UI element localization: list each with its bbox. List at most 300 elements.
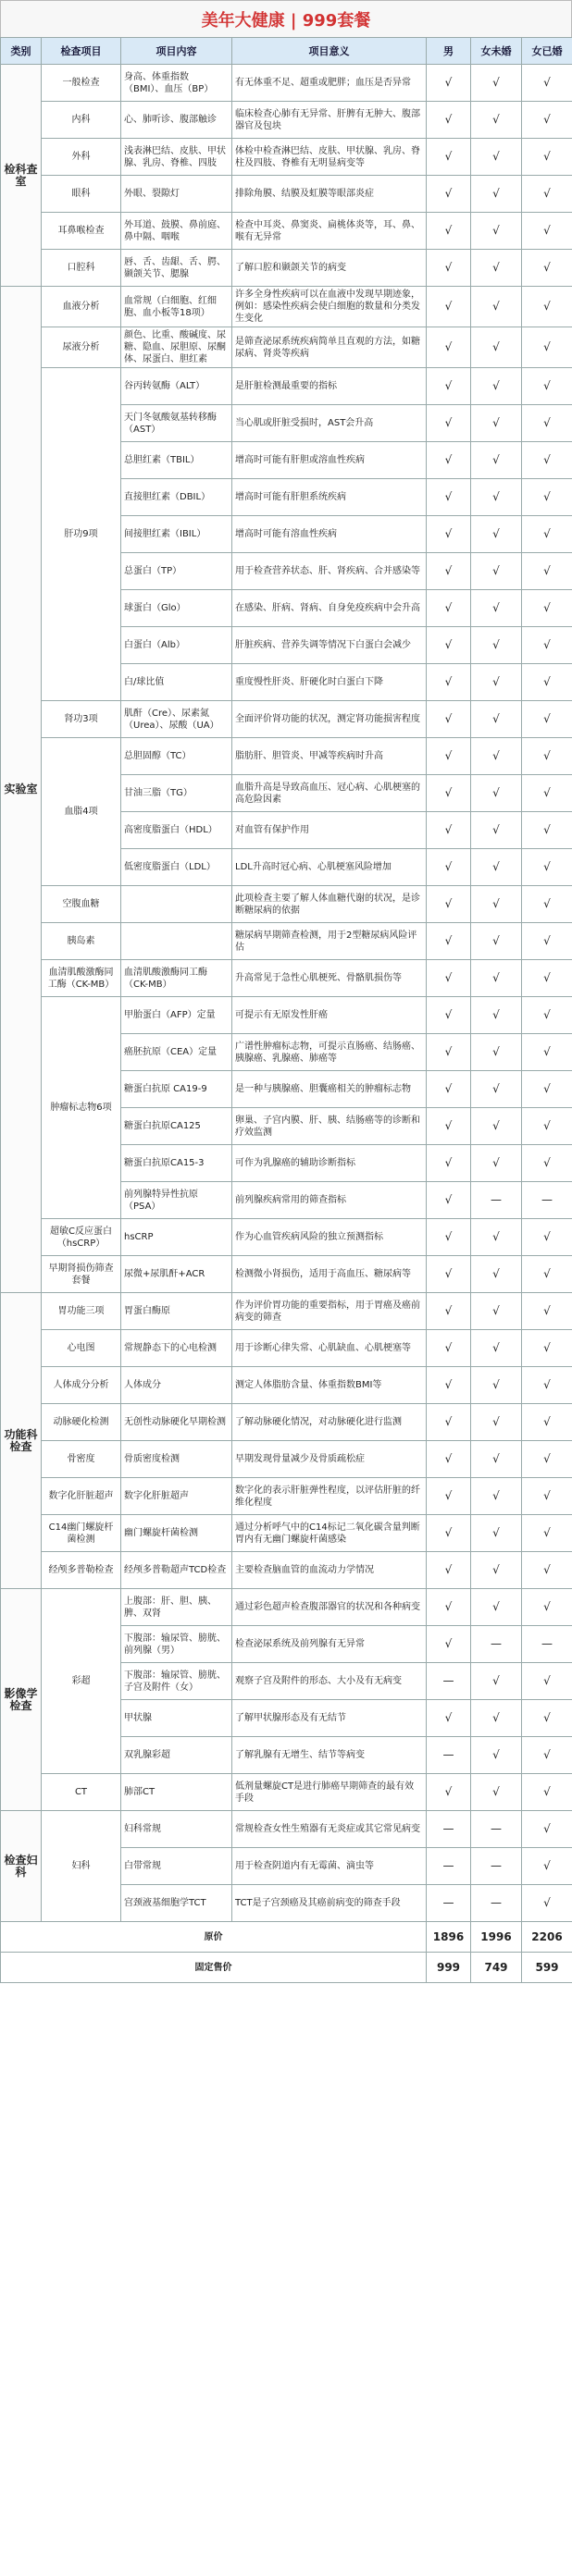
table-row [1,1515,572,1552]
female-unmarried-mark: √ [471,1256,522,1293]
content-cell: 糖蛋白抗原CA125 [121,1108,232,1145]
female-married-mark: √ [522,1811,572,1848]
item-cell: 血脂4项 [42,738,121,886]
female-married-mark: √ [522,139,572,176]
price-m: 999 [427,1953,471,1983]
item-cell: 彩超 [42,1589,121,1774]
female-married-mark: √ [522,886,572,923]
male-mark: √ [427,250,471,287]
female-married-mark: √ [522,849,572,886]
female-married-mark: √ [522,1737,572,1774]
male-mark: — [427,1663,471,1700]
female-unmarried-mark: √ [471,1145,522,1182]
female-unmarried-mark: — [471,1848,522,1885]
female-unmarried-mark: — [471,1626,522,1663]
female-married-mark: √ [522,1293,572,1330]
meaning-cell: 检测微小肾损伤，适用于高血压、糖尿病等 [232,1256,427,1293]
table-row [1,1404,572,1441]
content-cell: 幽门螺旋杆菌检测 [121,1515,232,1552]
male-mark: √ [427,553,471,590]
female-unmarried-mark: √ [471,664,522,701]
content-cell: 甲状腺 [121,1700,232,1737]
item-cell: 动脉硬化检测 [42,1404,121,1441]
female-married-mark: √ [522,738,572,775]
content-cell [121,886,232,923]
content-cell: 糖蛋白抗原CA15-3 [121,1145,232,1182]
female-married-mark: √ [522,1404,572,1441]
male-mark: √ [427,1367,471,1404]
male-mark: √ [427,102,471,139]
content-cell: 骨质密度检测 [121,1441,232,1478]
content-cell: 尿微+尿肌酐+ACR [121,1256,232,1293]
male-mark: √ [427,849,471,886]
content-cell: 身高、体重指数（BMI）、血压（BP） [121,65,232,102]
female-married-mark: √ [522,701,572,738]
meaning-cell: 重度慢性肝炎、肝硬化时白蛋白下降 [232,664,427,701]
female-married-mark: √ [522,997,572,1034]
female-married-mark: √ [522,65,572,102]
female-married-mark: √ [522,1552,572,1589]
table-row [1,1589,572,1626]
item-cell: C14幽门螺旋杆菌检测 [42,1515,121,1552]
content-cell: 双乳腺彩超 [121,1737,232,1774]
item-cell: 数字化肝脏超声 [42,1478,121,1515]
item-cell: 骨密度 [42,1441,121,1478]
female-married-mark: √ [522,176,572,213]
meaning-cell: 了解甲状腺形态及有无结节 [232,1700,427,1737]
item-cell: 妇科 [42,1811,121,1922]
content-cell: 经颅多普勒超声TCD检查 [121,1552,232,1589]
female-married-mark: √ [522,1256,572,1293]
male-mark: √ [427,1626,471,1663]
male-mark: √ [427,1589,471,1626]
content-cell: 白/球比值 [121,664,232,701]
item-cell: 胰岛素 [42,923,121,960]
content-cell: 下腹部：输尿管、膀胱、前列腺（男） [121,1626,232,1663]
item-cell: 经颅多普勒检查 [42,1552,121,1589]
meaning-cell: 体检中检查淋巴结、皮肤、甲状腺、乳房、脊柱及四肢、脊椎有无明显病变等 [232,139,427,176]
male-mark: √ [427,479,471,516]
meaning-cell: 肝脏疾病、营养失调等情况下白蛋白会减少 [232,627,427,664]
meaning-cell: 对血管有保护作用 [232,812,427,849]
meaning-cell: 常规检查女性生殖器有无炎症或其它常见病变 [232,1811,427,1848]
content-cell: 常规静态下的心电检测 [121,1330,232,1367]
item-cell: 内科 [42,102,121,139]
page-title: 美年大健康 | 999套餐 [0,0,572,37]
female-unmarried-mark: √ [471,590,522,627]
male-mark: √ [427,1700,471,1737]
content-cell: 颜色、比重、酸碱度、尿糖、隐血、尿胆原、尿酮体、尿蛋白、胆红素 [121,327,232,368]
category-cell: 影像学检查 [1,1589,42,1811]
meaning-cell: 糖尿病早期筛查检测，用于2型糖尿病风险评估 [232,923,427,960]
male-mark: √ [427,442,471,479]
female-married-mark: √ [522,1441,572,1478]
category-cell: 检查妇科 [1,1811,42,1922]
meaning-cell: 有无体重不足、超重或肥胖；血压是否异常 [232,65,427,102]
content-cell [121,923,232,960]
male-mark: — [427,1811,471,1848]
female-unmarried-mark: √ [471,1071,522,1108]
content-cell: 低密度脂蛋白（LDL） [121,849,232,886]
table-row [1,1478,572,1515]
female-unmarried-mark: √ [471,923,522,960]
table-row [1,1441,572,1478]
meaning-cell: 增高时可能有肝胆或溶血性疾病 [232,442,427,479]
meaning-cell: TCT是子宫颈癌及其癌前病变的筛查手段 [232,1885,427,1922]
meaning-cell: 增高时可能有溶血性疾病 [232,516,427,553]
male-mark: √ [427,1145,471,1182]
table-row [1,176,572,213]
table-row [1,327,572,368]
meaning-cell: 当心肌或肝脏受损时，AST会升高 [232,405,427,442]
header-content: 项目内容 [121,38,232,65]
male-mark: √ [427,516,471,553]
item-cell: 眼科 [42,176,121,213]
female-married-mark: √ [522,590,572,627]
female-married-mark: √ [522,553,572,590]
female-unmarried-mark: — [471,1811,522,1848]
female-unmarried-mark: √ [471,553,522,590]
table-row [1,923,572,960]
content-cell: 血清肌酸激酶同工酶（CK-MB） [121,960,232,997]
meaning-cell: 了解口腔和颞颌关节的病变 [232,250,427,287]
female-married-mark: — [522,1626,572,1663]
meaning-cell: 检查泌尿系统及前列腺有无异常 [232,1626,427,1663]
male-mark: √ [427,368,471,405]
female-married-mark: √ [522,1885,572,1922]
table-row [1,368,572,405]
item-cell: 超敏C反应蛋白（hsCRP） [42,1219,121,1256]
meaning-cell: 了解动脉硬化情况，对动脉硬化进行监测 [232,1404,427,1441]
female-married-mark: √ [522,1774,572,1811]
female-married-mark: √ [522,960,572,997]
table-row [1,1552,572,1589]
table-row [1,1367,572,1404]
male-mark: √ [427,886,471,923]
meaning-cell: 作为心血管疾病风险的独立预测指标 [232,1219,427,1256]
male-mark: √ [427,1108,471,1145]
female-married-mark: √ [522,1145,572,1182]
table-row [1,1219,572,1256]
category-cell: 功能科检查 [1,1293,42,1589]
female-unmarried-mark: √ [471,849,522,886]
male-mark: √ [427,405,471,442]
content-cell: 下腹部：输尿管、膀胱、子宫及附件（女） [121,1663,232,1700]
meaning-cell: 排除角膜、结膜及虹膜等眼部炎症 [232,176,427,213]
female-married-mark: √ [522,1219,572,1256]
content-cell: 糖蛋白抗原 CA19-9 [121,1071,232,1108]
meaning-cell: 全面评价肾功能的状况，测定肾功能损害程度 [232,701,427,738]
female-married-mark: √ [522,479,572,516]
female-unmarried-mark: √ [471,775,522,812]
meaning-cell: 此项检查主要了解人体血糖代谢的状况，是诊断糖尿病的依据 [232,886,427,923]
female-unmarried-mark: √ [471,1219,522,1256]
package-table [0,37,572,1983]
meaning-cell: 早期发现骨量减少及骨质疏松症 [232,1441,427,1478]
item-cell: 人体成分分析 [42,1367,121,1404]
table-row [1,1330,572,1367]
meaning-cell: 增高时可能有肝胆系统疾病 [232,479,427,516]
female-married-mark: √ [522,812,572,849]
item-cell: 外科 [42,139,121,176]
female-unmarried-mark: √ [471,1034,522,1071]
male-mark: √ [427,664,471,701]
female-married-mark: √ [522,1330,572,1367]
header-male: 男 [427,38,471,65]
content-cell: 球蛋白（Glo） [121,590,232,627]
male-mark: √ [427,1034,471,1071]
table-row [1,960,572,997]
female-unmarried-mark: √ [471,1515,522,1552]
meaning-cell: 用于检查营养状态、肝、肾疾病、合并感染等 [232,553,427,590]
female-married-mark: √ [522,775,572,812]
female-unmarried-mark: √ [471,327,522,368]
header-meaning: 项目意义 [232,38,427,65]
male-mark: √ [427,213,471,250]
meaning-cell: 通过彩色超声检查腹部器官的状况和各种病变 [232,1589,427,1626]
female-married-mark: √ [522,442,572,479]
table-row [1,701,572,738]
male-mark: √ [427,327,471,368]
table-row [1,997,572,1034]
table-row [1,1774,572,1811]
item-cell: 胃功能三项 [42,1293,121,1330]
content-cell: 浅表淋巴结、皮肤、甲状腺、乳房、脊椎、四肢 [121,139,232,176]
male-mark: √ [427,1182,471,1219]
total-row [1,1922,572,1953]
content-cell: 高密度脂蛋白（HDL） [121,812,232,849]
female-unmarried-mark: √ [471,1737,522,1774]
content-cell: 胃蛋白酶原 [121,1293,232,1330]
total-row [1,1953,572,1983]
meaning-cell: 血脂升高是导致高血压、冠心病、心肌梗塞的高危险因素 [232,775,427,812]
female-married-mark: √ [522,1478,572,1515]
female-married-mark: √ [522,1034,572,1071]
male-mark: √ [427,923,471,960]
content-cell: 血常规（白细胞、红细胞、血小板等18项） [121,287,232,327]
meaning-cell: 用于诊断心律失常、心肌缺血、心肌梗塞等 [232,1330,427,1367]
content-cell: 谷丙转氨酶（ALT） [121,368,232,405]
male-mark: √ [427,775,471,812]
meaning-cell: 通过分析呼气中的C14标记二氧化碳含量判断胃内有无幽门螺旋杆菌感染 [232,1515,427,1552]
male-mark: √ [427,812,471,849]
meaning-cell: 数字化的表示肝脏弹性程度，以评估肝脏的纤维化程度 [232,1478,427,1515]
female-married-mark: √ [522,405,572,442]
male-mark: √ [427,176,471,213]
female-unmarried-mark: √ [471,139,522,176]
content-cell: 天门冬氨酸氨基转移酶（AST） [121,405,232,442]
meaning-cell: 低剂量螺旋CT是进行肺癌早期筛查的最有效手段 [232,1774,427,1811]
table-row [1,213,572,250]
price-w1: 1996 [471,1922,522,1953]
content-cell: 肌酐（Cre）、尿素氮（Urea）、尿酸（UA） [121,701,232,738]
meaning-cell: 脂肪肝、胆管炎、甲减等疾病时升高 [232,738,427,775]
meaning-cell: 检查中耳炎、鼻窦炎、扁桃体炎等，耳、鼻、喉有无异常 [232,213,427,250]
female-unmarried-mark: √ [471,1478,522,1515]
female-unmarried-mark: √ [471,1700,522,1737]
male-mark: √ [427,701,471,738]
table-row [1,886,572,923]
male-mark: √ [427,1441,471,1478]
meaning-cell: 可作为乳腺癌的辅助诊断指标 [232,1145,427,1182]
content-cell: 前列腺特异性抗原（PSA） [121,1182,232,1219]
content-cell: 间接胆红素（IBIL） [121,516,232,553]
meaning-cell: 临床检查心肺有无异常、肝脾有无肿大、腹部器官及包块 [232,102,427,139]
item-cell: 肝功9项 [42,368,121,701]
female-married-mark: √ [522,1663,572,1700]
content-cell: 肺部CT [121,1774,232,1811]
table-row [1,1256,572,1293]
item-cell: 空腹血糖 [42,886,121,923]
female-unmarried-mark: √ [471,368,522,405]
female-married-mark: √ [522,516,572,553]
meaning-cell: 广谱性肿瘤标志物，可提示直肠癌、结肠癌、胰腺癌、乳腺癌、肺癌等 [232,1034,427,1071]
content-cell: 人体成分 [121,1367,232,1404]
female-married-mark: — [522,1182,572,1219]
male-mark: — [427,1737,471,1774]
male-mark: √ [427,1515,471,1552]
male-mark: √ [427,1774,471,1811]
header-row [1,38,572,65]
item-cell: 肿瘤标志物6项 [42,997,121,1219]
female-unmarried-mark: √ [471,1367,522,1404]
content-cell: 总胆红素（TBIL） [121,442,232,479]
male-mark: √ [427,997,471,1034]
content-cell: 总胆固醇（TC） [121,738,232,775]
female-unmarried-mark: √ [471,102,522,139]
table-row [1,139,572,176]
female-unmarried-mark: √ [471,405,522,442]
female-married-mark: √ [522,1700,572,1737]
female-unmarried-mark: √ [471,960,522,997]
table-row [1,738,572,775]
male-mark: √ [427,1219,471,1256]
male-mark: √ [427,1404,471,1441]
content-cell: 总蛋白（TP） [121,553,232,590]
meaning-cell: 测定人体脂肪含量、体重指数BMI等 [232,1367,427,1404]
female-married-mark: √ [522,1108,572,1145]
male-mark: √ [427,139,471,176]
male-mark: √ [427,738,471,775]
meaning-cell: 升高常见于急性心肌梗死、骨骼肌损伤等 [232,960,427,997]
female-unmarried-mark: √ [471,1441,522,1478]
female-unmarried-mark: √ [471,287,522,327]
meaning-cell: 主要检查脑血管的血流动力学情况 [232,1552,427,1589]
meaning-cell: 卵巢、子宫内膜、肝、胰、结肠癌等的诊断和疗效监测 [232,1108,427,1145]
female-unmarried-mark: √ [471,1589,522,1626]
female-unmarried-mark: — [471,1885,522,1922]
meaning-cell: LDL升高时冠心病、心肌梗塞风险增加 [232,849,427,886]
header-female-unmarried: 女未婚 [471,38,522,65]
item-cell: 血清肌酸激酶同工酶（CK-MB） [42,960,121,997]
category-cell: 实验室 [1,287,42,1293]
table-row [1,102,572,139]
female-married-mark: √ [522,1071,572,1108]
male-mark: — [427,1848,471,1885]
female-unmarried-mark: √ [471,1663,522,1700]
category-cell: 检科查室 [1,65,42,287]
content-cell: 外耳道、鼓膜、鼻前庭、鼻中隔、咽喉 [121,213,232,250]
female-married-mark: √ [522,1515,572,1552]
female-unmarried-mark: √ [471,176,522,213]
content-cell: 妇科常规 [121,1811,232,1848]
total-label: 原价 [1,1922,427,1953]
female-married-mark: √ [522,327,572,368]
item-cell: 心电图 [42,1330,121,1367]
female-married-mark: √ [522,1367,572,1404]
male-mark: √ [427,1478,471,1515]
item-cell: 早期肾损伤筛查套餐 [42,1256,121,1293]
content-cell: 外眼、裂隙灯 [121,176,232,213]
content-cell: hsCRP [121,1219,232,1256]
meaning-cell: 作为评价胃功能的重要指标，用于胃癌及癌前病变的筛查 [232,1293,427,1330]
content-cell: 无创性动脉硬化早期检测 [121,1404,232,1441]
meaning-cell: 是肝脏检测最重要的指标 [232,368,427,405]
male-mark: √ [427,627,471,664]
table-row [1,1811,572,1848]
female-married-mark: √ [522,1848,572,1885]
female-unmarried-mark: √ [471,1330,522,1367]
content-cell: 上腹部：肝、胆、胰、脾、双肾 [121,1589,232,1626]
content-cell: 甲胎蛋白（AFP）定量 [121,997,232,1034]
male-mark: √ [427,1293,471,1330]
female-unmarried-mark: — [471,1182,522,1219]
item-cell: 肾功3项 [42,701,121,738]
male-mark: √ [427,65,471,102]
table-row [1,65,572,102]
content-cell: 数字化肝脏超声 [121,1478,232,1515]
male-mark: √ [427,590,471,627]
meaning-cell: 许多全身性疾病可以在血液中发现早期迹象，例如：感染性疾病会使白细胞的数量和分类发生变化 [232,287,427,327]
female-unmarried-mark: √ [471,250,522,287]
table-row [1,287,572,327]
meaning-cell: 前列腺疾病常用的筛查指标 [232,1182,427,1219]
female-unmarried-mark: √ [471,997,522,1034]
price-w1: 749 [471,1953,522,1983]
female-unmarried-mark: √ [471,701,522,738]
male-mark: √ [427,1256,471,1293]
table-body [1,65,572,1983]
female-married-mark: √ [522,627,572,664]
price-m: 1896 [427,1922,471,1953]
female-unmarried-mark: √ [471,886,522,923]
content-cell: 甘油三脂（TG） [121,775,232,812]
header-category: 类别 [1,38,42,65]
total-label: 固定售价 [1,1953,427,1983]
female-married-mark: √ [522,102,572,139]
meaning-cell: 了解乳腺有无增生、结节等病变 [232,1737,427,1774]
item-cell: 耳鼻喉检查 [42,213,121,250]
male-mark: √ [427,1071,471,1108]
male-mark: √ [427,960,471,997]
meaning-cell: 用于检查阴道内有无霉菌、滴虫等 [232,1848,427,1885]
table-row [1,1293,572,1330]
meaning-cell: 是一种与胰腺癌、胆囊癌相关的肿瘤标志物 [232,1071,427,1108]
content-cell: 心、肺听诊、腹部触诊 [121,102,232,139]
female-married-mark: √ [522,213,572,250]
content-cell: 唇、舌、齿龈、舌、腭、颞颌关节、腮腺 [121,250,232,287]
header-item: 检查项目 [42,38,121,65]
female-unmarried-mark: √ [471,442,522,479]
female-married-mark: √ [522,923,572,960]
content-cell: 直接胆红素（DBIL） [121,479,232,516]
female-unmarried-mark: √ [471,738,522,775]
female-unmarried-mark: √ [471,812,522,849]
meaning-cell: 是筛查泌尿系统疾病简单且直观的方法，如糖尿病、肾炎等疾病 [232,327,427,368]
female-unmarried-mark: √ [471,1774,522,1811]
male-mark: — [427,1885,471,1922]
female-married-mark: √ [522,250,572,287]
